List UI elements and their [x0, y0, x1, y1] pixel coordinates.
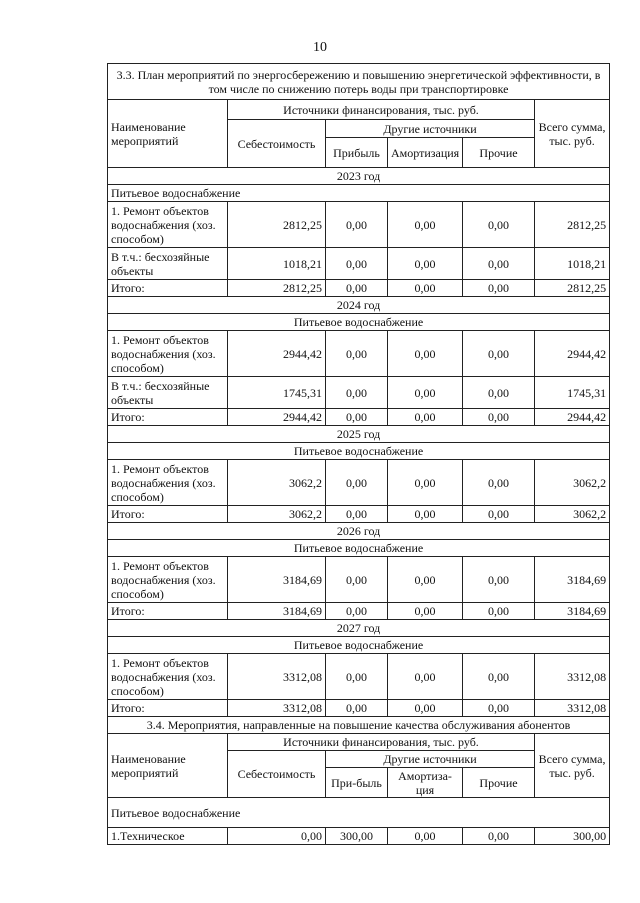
table-row	[108, 828, 610, 845]
year-row	[108, 297, 610, 314]
row-total: 2812,25	[535, 202, 610, 248]
row-name: 1. Ремонт объектов водоснабжения (хоз. способом)	[108, 331, 228, 377]
row-other: 0,00	[463, 377, 535, 409]
row-cost: 0,00	[228, 828, 326, 845]
row-total: 300,00	[535, 828, 610, 845]
year-heading: 2023 год	[108, 168, 610, 185]
row-total: 2944,42	[535, 409, 610, 426]
row-total: 1018,21	[535, 248, 610, 280]
row-cost: 2944,42	[228, 409, 326, 426]
table-row	[108, 654, 610, 700]
row-cost: 1018,21	[228, 248, 326, 280]
row-amortization: 0,00	[388, 331, 463, 377]
row-total: 3312,08	[535, 700, 610, 717]
category-heading: Питьевое водоснабжение	[108, 540, 610, 557]
row-name: Итого:	[108, 506, 228, 523]
header-total: Всего сумма, тыс. руб.	[535, 100, 610, 168]
row-cost: 3062,2	[228, 460, 326, 506]
row-other: 0,00	[463, 248, 535, 280]
header-cost: Себестоимость	[228, 120, 326, 168]
row-cost: 1745,31	[228, 377, 326, 409]
section-title: 3.4. Мероприятия, направленные на повышение качества обслуживания абонентов	[108, 717, 610, 734]
table-row	[108, 460, 610, 506]
category-row	[108, 185, 610, 202]
row-other: 0,00	[463, 506, 535, 523]
row-total: 3062,2	[535, 506, 610, 523]
header-amortization: Амортизация	[388, 138, 463, 168]
row-cost: 3062,2	[228, 506, 326, 523]
row-profit: 0,00	[326, 409, 388, 426]
row-profit: 0,00	[326, 202, 388, 248]
row-total: 3184,69	[535, 557, 610, 603]
row-other: 0,00	[463, 460, 535, 506]
year-heading: 2027 год	[108, 620, 610, 637]
header-sources: Источники финансирования, тыс. руб.	[228, 100, 535, 120]
header-name: Наименование мероприятий	[108, 734, 228, 798]
table-row	[108, 202, 610, 248]
row-profit: 300,00	[326, 828, 388, 845]
row-cost: 2812,25	[228, 202, 326, 248]
row-name: В т.ч.: бесхозяйные объекты	[108, 377, 228, 409]
year-row	[108, 523, 610, 540]
header-total: Всего сумма, тыс. руб.	[535, 734, 610, 798]
page-number: 10	[313, 40, 327, 55]
table-body	[108, 64, 610, 845]
year-row	[108, 620, 610, 637]
row-cost: 3184,69	[228, 557, 326, 603]
header-row	[108, 734, 610, 751]
row-other: 0,00	[463, 280, 535, 297]
row-profit: 0,00	[326, 603, 388, 620]
row-amortization: 0,00	[388, 828, 463, 845]
header-profit: При-быль	[326, 768, 388, 798]
row-cost: 2812,25	[228, 280, 326, 297]
category-heading: Питьевое водоснабжение	[108, 314, 610, 331]
row-total: 1745,31	[535, 377, 610, 409]
financing-table	[107, 63, 610, 845]
category-heading: Питьевое водоснабжение	[108, 185, 610, 202]
row-profit: 0,00	[326, 700, 388, 717]
header-other: Прочие	[463, 138, 535, 168]
row-profit: 0,00	[326, 377, 388, 409]
year-heading: 2024 год	[108, 297, 610, 314]
row-name: Итого:	[108, 603, 228, 620]
year-row	[108, 426, 610, 443]
row-profit: 0,00	[326, 506, 388, 523]
row-total: 2812,25	[535, 280, 610, 297]
header-other-sources: Другие источники	[326, 120, 535, 138]
row-other: 0,00	[463, 557, 535, 603]
section-title: 3.3. План мероприятий по энергосбережению и повышению энергетической эффективности, в том числе по снижению потерь воды при транспортировке	[108, 64, 610, 100]
section-title-row	[108, 717, 610, 734]
row-other: 0,00	[463, 654, 535, 700]
row-profit: 0,00	[326, 331, 388, 377]
row-profit: 0,00	[326, 248, 388, 280]
row-name: 1. Ремонт объектов водоснабжения (хоз. способом)	[108, 654, 228, 700]
row-profit: 0,00	[326, 654, 388, 700]
table-row	[108, 506, 610, 523]
row-other: 0,00	[463, 409, 535, 426]
header-sources: Источники финансирования, тыс. руб.	[228, 734, 535, 751]
row-other: 0,00	[463, 603, 535, 620]
row-amortization: 0,00	[388, 377, 463, 409]
header-amortization: Амортиза-ция	[388, 768, 463, 798]
row-other: 0,00	[463, 202, 535, 248]
row-name: В т.ч.: бесхозяйные объекты	[108, 248, 228, 280]
row-profit: 0,00	[326, 460, 388, 506]
header-row	[108, 100, 610, 120]
category-row	[108, 798, 610, 828]
category-row	[108, 540, 610, 557]
row-amortization: 0,00	[388, 654, 463, 700]
row-name: Итого:	[108, 700, 228, 717]
row-amortization: 0,00	[388, 280, 463, 297]
row-amortization: 0,00	[388, 700, 463, 717]
row-amortization: 0,00	[388, 248, 463, 280]
row-other: 0,00	[463, 828, 535, 845]
row-name: 1. Ремонт объектов водоснабжения (хоз. способом)	[108, 202, 228, 248]
section-title-row	[108, 64, 610, 100]
row-profit: 0,00	[326, 280, 388, 297]
row-total: 2944,42	[535, 331, 610, 377]
table-row	[108, 700, 610, 717]
table-row	[108, 557, 610, 603]
row-amortization: 0,00	[388, 557, 463, 603]
row-name: 1.Техническое	[108, 828, 228, 845]
row-name: 1. Ремонт объектов водоснабжения (хоз. способом)	[108, 557, 228, 603]
row-cost: 3312,08	[228, 654, 326, 700]
row-other: 0,00	[463, 331, 535, 377]
row-amortization: 0,00	[388, 202, 463, 248]
row-profit: 0,00	[326, 557, 388, 603]
table-row	[108, 377, 610, 409]
header-other-sources: Другие источники	[326, 751, 535, 768]
table-row	[108, 248, 610, 280]
header-other: Прочие	[463, 768, 535, 798]
header-cost: Себестоимость	[228, 751, 326, 798]
row-amortization: 0,00	[388, 409, 463, 426]
row-total: 3312,08	[535, 654, 610, 700]
row-name: Итого:	[108, 409, 228, 426]
row-total: 3062,2	[535, 460, 610, 506]
row-name: Итого:	[108, 280, 228, 297]
row-amortization: 0,00	[388, 460, 463, 506]
header-name: Наименование мероприятий	[108, 100, 228, 168]
year-heading: 2026 год	[108, 523, 610, 540]
row-amortization: 0,00	[388, 506, 463, 523]
row-name: 1. Ремонт объектов водоснабжения (хоз. способом)	[108, 460, 228, 506]
category-row	[108, 637, 610, 654]
row-total: 3184,69	[535, 603, 610, 620]
row-cost: 3312,08	[228, 700, 326, 717]
table-row	[108, 331, 610, 377]
category-row	[108, 314, 610, 331]
row-other: 0,00	[463, 700, 535, 717]
table-row	[108, 603, 610, 620]
category-heading: Питьевое водоснабжение	[108, 443, 610, 460]
category-row	[108, 443, 610, 460]
row-amortization: 0,00	[388, 603, 463, 620]
row-cost: 3184,69	[228, 603, 326, 620]
header-profit: Прибыль	[326, 138, 388, 168]
table-row	[108, 280, 610, 297]
row-cost: 2944,42	[228, 331, 326, 377]
category-heading: Питьевое водоснабжение	[108, 637, 610, 654]
table-row	[108, 409, 610, 426]
year-row	[108, 168, 610, 185]
year-heading: 2025 год	[108, 426, 610, 443]
category-heading: Питьевое водоснабжение	[108, 798, 610, 828]
